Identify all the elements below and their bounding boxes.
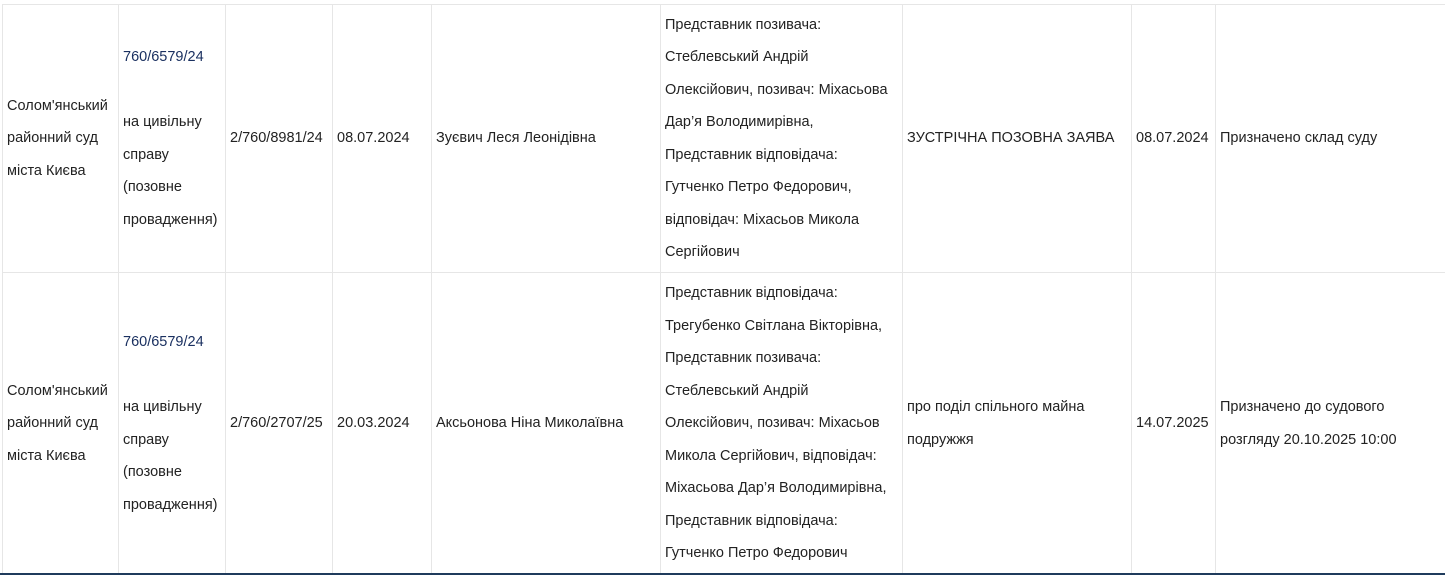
- case-spacer: [123, 74, 221, 107]
- court-cases-table: [2, 4, 1445, 575]
- event-date-cell: 08.07.2024: [1132, 5, 1216, 273]
- registration-date-cell: 08.07.2024: [333, 5, 432, 273]
- subject-cell: про поділ спільного майна подружжя: [903, 273, 1132, 575]
- case-cell: [119, 273, 226, 575]
- registration-date-cell: 20.03.2024: [333, 273, 432, 575]
- judge-cell: Зуєвич Леся Леонідівна: [432, 5, 661, 273]
- case-spacer: [123, 359, 221, 392]
- table-row: [3, 5, 1445, 273]
- judge-cell: Аксьонова Ніна Миколаївна: [432, 273, 661, 575]
- status-cell: Призначено до судового розгляду 20.10.2025 10:00: [1216, 273, 1445, 575]
- parties-cell: Представник позивача: Стеблевський Андрій Олексійович, позивач: Міхасьова Дар’я Володимирівна, Представник відповідача: Гутченко Петро Федорович, відповідач: Міхасьов Микола Сергійович: [661, 5, 903, 273]
- table-row: [3, 273, 1445, 575]
- proceeding-number-cell: 2/760/8981/24: [226, 5, 333, 273]
- court-cell: Солом'янський районний суд міста Києва: [3, 273, 119, 575]
- event-date-cell: 14.07.2025: [1132, 273, 1216, 575]
- status-cell: Призначено склад суду: [1216, 5, 1445, 273]
- case-number-link[interactable]: 760/6579/24: [123, 334, 204, 350]
- parties-cell: Представник відповідача: Трегубенко Світлана Вікторівна, Представник позивача: Стеблевський Андрій Олексійович, позивач: Міхасьов Микола Сергійович, відповідач: Міхасьова Дар’я Володимирівна, Представник відповідача: Гутченко Петро Федорович: [661, 273, 903, 575]
- case-type-text: на цивільну справу (позовне провадження): [123, 114, 218, 228]
- case-number-link[interactable]: 760/6579/24: [123, 49, 204, 65]
- court-cell: Солом'янський районний суд міста Києва: [3, 5, 119, 273]
- case-cell: [119, 5, 226, 273]
- proceeding-number-cell: 2/760/2707/25: [226, 273, 333, 575]
- case-type-text: на цивільну справу (позовне провадження): [123, 399, 218, 513]
- subject-cell: ЗУСТРІЧНА ПОЗОВНА ЗАЯВА: [903, 5, 1132, 273]
